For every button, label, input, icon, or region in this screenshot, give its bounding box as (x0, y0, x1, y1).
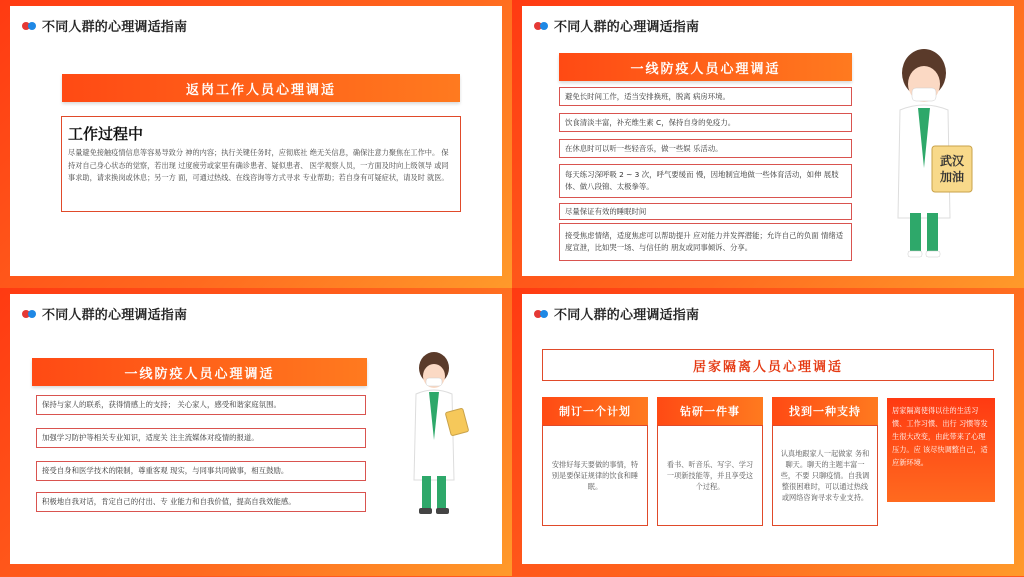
slide-3[interactable] (0, 288, 512, 576)
slide-2[interactable] (512, 0, 1024, 288)
card-body: 安排好每天要做的事情，特别是要保证规律的饮食和睡眠。 (542, 425, 648, 526)
list-item: 饮食清淡丰富，补充维生素 C，保持自身的免疫力。 (559, 113, 852, 132)
logo-icon (534, 20, 550, 32)
logo-icon (534, 308, 550, 320)
slide-1-content-box (61, 116, 461, 212)
section-body: 尽量避免接触疫情信息等容易导致分 神的内容；执行关键任务时，应彻底社 绝无关信息，确保注意力聚焦在工作中。 保持对自己身心状态的觉察，若出现 过度疲劳或家里有确诊患者、疑似患者、 医学观察人员，一方面及时向上级领导 或同事求助，请求换岗或休息；另一方 面，可通过热线、在线咨询等方式寻求 专业帮助；若自身有可疑症状，请及时 就医。 (68, 148, 449, 182)
summary-box: 居家隔离使得以往的生活习惯、工作习惯、出行 习惯等发生很大改变，由此带来了心理压力。应 该尽快调整自己，适应新环境。 (887, 398, 995, 502)
list-item: 避免长时间工作，适当安排换班，脱离 病房环境。 (559, 87, 852, 106)
section-title: 工作过程中 (68, 125, 144, 143)
slide-4[interactable] (512, 288, 1024, 576)
slide-4-canvas (522, 294, 1014, 564)
list-item: 接受焦虑情绪，适度焦虑可以帮助提升 应对能力并发挥潜能；允许自己的负面 情绪适度宣泄，比如哭一场、与信任的 朋友或同事倾诉、分享。 (559, 223, 852, 261)
sign-text-2: 加油 (939, 170, 964, 184)
list-item: 每天练习深呼吸 2 ~ 3 次，呼气要缓而 慢，因地制宜地做一些体育活动，如伸 展肢体、做八段锦、太极拳等。 (559, 164, 852, 198)
slide-1-banner: 返岗工作人员心理调适 (62, 74, 460, 102)
card-title: 制订一个计划 (542, 397, 648, 425)
list-item: 在休息时可以听一些轻音乐，做一些娱 乐活动。 (559, 139, 852, 158)
header-title: 不同人群的心理调适指南 (554, 20, 700, 35)
list-item: 接受自身和医学技术的限制，尊重客观 现实，与同事共同做事，相互鼓励。 (36, 461, 366, 481)
doctor-illustration (404, 350, 484, 520)
slide-3-canvas (10, 294, 502, 564)
card-body: 看书、听音乐、写字、学习一项新技能等，并且享受这个过程。 (657, 425, 763, 526)
list-item: 加强学习防护等相关专业知识，适度关 注主流媒体对疫情的报道。 (36, 428, 366, 448)
slide-1-canvas (10, 6, 502, 276)
doctor-illustration (880, 48, 980, 263)
card-title: 找到一种支持 (772, 397, 878, 425)
card-title: 钻研一件事 (657, 397, 763, 425)
slide-1[interactable] (0, 0, 512, 288)
logo-icon (22, 20, 38, 32)
header-title: 不同人群的心理调适指南 (42, 20, 188, 35)
slide-3-banner: 一线防疫人员心理调适 (32, 358, 367, 386)
slide-header (22, 304, 187, 323)
logo-icon (22, 308, 38, 320)
list-item: 尽量保证有效的睡眠时间 (559, 203, 852, 220)
card-body: 认真地跟家人一起做家 务和聊天。聊天的主题丰富一些，不要 只聊疫情。自我调整很困难时，可以通过热线或网络咨询寻求专业支持。 (772, 425, 878, 526)
header-title: 不同人群的心理调适指南 (554, 308, 700, 323)
sign-text-1: 武汉 (939, 154, 964, 168)
slide-header (534, 304, 699, 323)
slide-4-banner: 居家隔离人员心理调适 (542, 349, 994, 381)
slide-2-banner: 一线防疫人员心理调适 (559, 53, 852, 81)
list-item: 积极地自我对话，肯定自己的付出、专 业能力和自我价值，提高自我效能感。 (36, 492, 366, 512)
slide-header (22, 16, 187, 35)
header-title: 不同人群的心理调适指南 (42, 308, 188, 323)
list-item: 保持与家人的联系，获得情感上的支持； 关心家人，感受和谐家庭氛围。 (36, 395, 366, 415)
slide-2-canvas (522, 6, 1014, 276)
slide-header (534, 16, 699, 35)
